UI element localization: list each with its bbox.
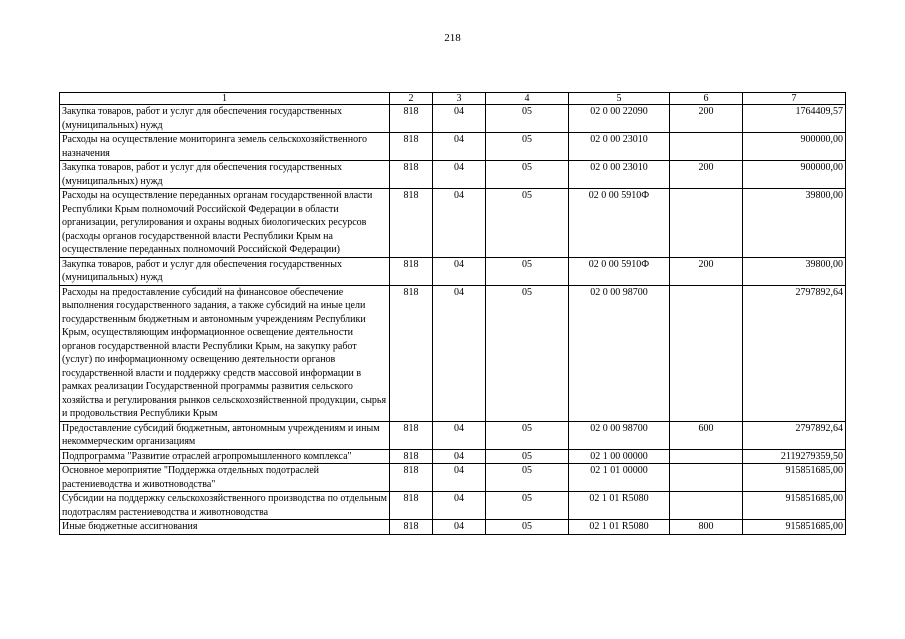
cell-expense-type bbox=[670, 189, 743, 258]
table-header-row bbox=[60, 93, 846, 105]
cell-admin-code: 818 bbox=[390, 492, 433, 520]
table-row bbox=[60, 492, 846, 520]
cell-target-item: 02 0 00 5910Ф bbox=[569, 257, 670, 285]
row-name: Закупка товаров, работ и услуг для обеспечения государственных (муниципальных) нужд bbox=[60, 105, 390, 133]
budget-table bbox=[59, 92, 846, 535]
table-row bbox=[60, 520, 846, 535]
cell-admin-code: 818 bbox=[390, 133, 433, 161]
table-row bbox=[60, 257, 846, 285]
row-name: Предоставление субсидий бюджетным, автономным учреждениям и иным некоммерческим организациям bbox=[60, 421, 390, 449]
cell-expense-type: 200 bbox=[670, 257, 743, 285]
cell-amount: 900000,00 bbox=[743, 161, 846, 189]
cell-amount: 2119279359,50 bbox=[743, 449, 846, 464]
cell-expense-type bbox=[670, 492, 743, 520]
cell-admin-code: 818 bbox=[390, 464, 433, 492]
cell-admin-code: 818 bbox=[390, 105, 433, 133]
column-header: 6 bbox=[670, 93, 743, 105]
table-row bbox=[60, 449, 846, 464]
cell-subsection: 05 bbox=[486, 133, 569, 161]
cell-target-item: 02 1 01 00000 bbox=[569, 464, 670, 492]
cell-subsection: 05 bbox=[486, 492, 569, 520]
table-row bbox=[60, 105, 846, 133]
table-row bbox=[60, 189, 846, 258]
page-number: 218 bbox=[444, 32, 461, 44]
cell-amount: 39800,00 bbox=[743, 189, 846, 258]
cell-subsection: 05 bbox=[486, 520, 569, 535]
table-row bbox=[60, 285, 846, 421]
cell-target-item: 02 1 01 R5080 bbox=[569, 520, 670, 535]
cell-section: 04 bbox=[433, 464, 486, 492]
cell-expense-type: 200 bbox=[670, 161, 743, 189]
cell-target-item: 02 1 01 R5080 bbox=[569, 492, 670, 520]
cell-section: 04 bbox=[433, 189, 486, 258]
row-name: Закупка товаров, работ и услуг для обеспечения государственных (муниципальных) нужд bbox=[60, 161, 390, 189]
cell-section: 04 bbox=[433, 285, 486, 421]
row-name: Субсидии на поддержку сельскохозяйственного производства по отдельным подотраслям растениеводства и животноводства bbox=[60, 492, 390, 520]
cell-expense-type bbox=[670, 133, 743, 161]
table-row bbox=[60, 464, 846, 492]
cell-expense-type bbox=[670, 464, 743, 492]
cell-subsection: 05 bbox=[486, 421, 569, 449]
table-row bbox=[60, 133, 846, 161]
cell-subsection: 05 bbox=[486, 464, 569, 492]
cell-admin-code: 818 bbox=[390, 257, 433, 285]
cell-target-item: 02 0 00 22090 bbox=[569, 105, 670, 133]
cell-section: 04 bbox=[433, 520, 486, 535]
cell-amount: 915851685,00 bbox=[743, 520, 846, 535]
cell-expense-type: 600 bbox=[670, 421, 743, 449]
cell-subsection: 05 bbox=[486, 161, 569, 189]
cell-expense-type: 800 bbox=[670, 520, 743, 535]
cell-section: 04 bbox=[433, 492, 486, 520]
cell-amount: 915851685,00 bbox=[743, 492, 846, 520]
cell-amount: 2797892,64 bbox=[743, 285, 846, 421]
cell-subsection: 05 bbox=[486, 257, 569, 285]
cell-target-item: 02 0 00 98700 bbox=[569, 421, 670, 449]
cell-admin-code: 818 bbox=[390, 285, 433, 421]
cell-target-item: 02 0 00 98700 bbox=[569, 285, 670, 421]
row-name: Закупка товаров, работ и услуг для обеспечения государственных (муниципальных) нужд bbox=[60, 257, 390, 285]
cell-section: 04 bbox=[433, 257, 486, 285]
row-name: Расходы на предоставление субсидий на финансовое обеспечение выполнения государственного задания, а также субсидий на иные цели государственным бюджетным и автономным учреждениям Республики Крым, осуществляющим информационное освещение деятельности органов государственной власти Республики Крым, на закупку работ (услуг) по информационному освещению деятельности органов государственной власти и поддержку средств массовой информации в рамках реализации Государственной программы развития сельского хозяйства и регулирования рынков сельскохозяйственной продукции, сырья и продовольствия Республики Крым bbox=[60, 285, 390, 421]
cell-amount: 1764409,57 bbox=[743, 105, 846, 133]
column-header: 4 bbox=[486, 93, 569, 105]
cell-expense-type bbox=[670, 449, 743, 464]
cell-subsection: 05 bbox=[486, 449, 569, 464]
row-name: Основное мероприятие "Поддержка отдельных подотраслей растениеводства и животноводства" bbox=[60, 464, 390, 492]
column-header: 3 bbox=[433, 93, 486, 105]
column-header: 5 bbox=[569, 93, 670, 105]
column-header: 7 bbox=[743, 93, 846, 105]
cell-target-item: 02 0 00 23010 bbox=[569, 161, 670, 189]
table-row bbox=[60, 421, 846, 449]
row-name: Подпрограмма "Развитие отраслей агропромышленного комплекса" bbox=[60, 449, 390, 464]
cell-admin-code: 818 bbox=[390, 161, 433, 189]
cell-subsection: 05 bbox=[486, 189, 569, 258]
cell-amount: 915851685,00 bbox=[743, 464, 846, 492]
cell-target-item: 02 0 00 23010 bbox=[569, 133, 670, 161]
row-name: Расходы на осуществление переданных органам государственной власти Республики Крым полномочий Российской Федерации в области организации, регулирования и охраны водных биологических ресурсов (расходы органов государственной власти Республики Крым на осуществление переданных полномочий Российской Федерации) bbox=[60, 189, 390, 258]
cell-admin-code: 818 bbox=[390, 520, 433, 535]
cell-expense-type: 200 bbox=[670, 105, 743, 133]
cell-section: 04 bbox=[433, 161, 486, 189]
cell-expense-type bbox=[670, 285, 743, 421]
row-name: Иные бюджетные ассигнования bbox=[60, 520, 390, 535]
cell-admin-code: 818 bbox=[390, 449, 433, 464]
cell-amount: 900000,00 bbox=[743, 133, 846, 161]
row-name: Расходы на осуществление мониторинга земель сельскохозяйственного назначения bbox=[60, 133, 390, 161]
cell-section: 04 bbox=[433, 133, 486, 161]
column-header: 1 bbox=[60, 93, 390, 105]
cell-target-item: 02 0 00 5910Ф bbox=[569, 189, 670, 258]
cell-amount: 39800,00 bbox=[743, 257, 846, 285]
column-header: 2 bbox=[390, 93, 433, 105]
cell-amount: 2797892,64 bbox=[743, 421, 846, 449]
cell-admin-code: 818 bbox=[390, 189, 433, 258]
cell-section: 04 bbox=[433, 421, 486, 449]
cell-section: 04 bbox=[433, 105, 486, 133]
cell-subsection: 05 bbox=[486, 285, 569, 421]
table-row bbox=[60, 161, 846, 189]
cell-section: 04 bbox=[433, 449, 486, 464]
cell-admin-code: 818 bbox=[390, 421, 433, 449]
cell-subsection: 05 bbox=[486, 105, 569, 133]
cell-target-item: 02 1 00 00000 bbox=[569, 449, 670, 464]
